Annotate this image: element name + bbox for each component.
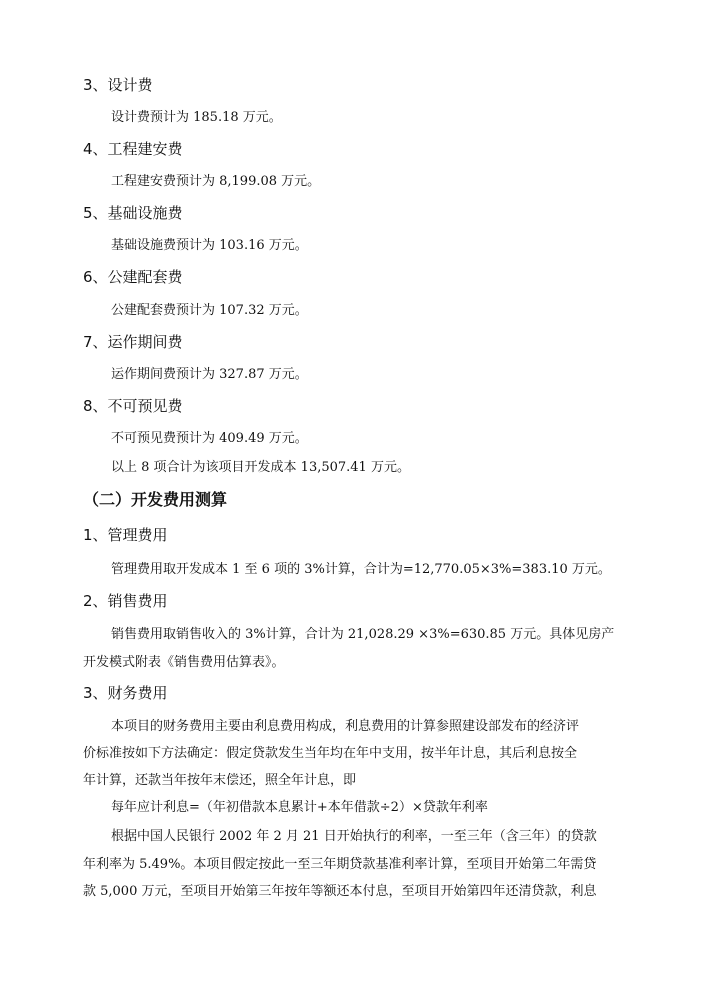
paragraph-design-fee: 设计费预计为 185.18 万元。 — [111, 110, 282, 125]
paragraph-financial-fee-line1: 本项目的财务费用主要由利息费用构成，利息费用的计算参照建设部发布的经济评 — [111, 719, 580, 734]
paragraph-interest-rate-line2: 年利率为 5.49%。本项目假定按此一至三年期贷款基准利率计算，至项目开始第二年需贷 — [83, 857, 597, 872]
heading-infrastructure-fee: 5、基础设施费 — [83, 204, 183, 222]
paragraph-public-facility-fee: 公建配套费预计为 107.32 万元。 — [111, 303, 308, 318]
heading-management-fee: 1、管理费用 — [83, 526, 168, 544]
paragraph-sales-fee-line1: 销售费用取销售收入的 3%计算，合计为 21,028.29 ×3%=630.85 万元。具体见房产 — [111, 627, 615, 642]
paragraph-construction-fee: 工程建安费预计为 8,199.08 万元。 — [111, 174, 321, 189]
heading-operation-fee: 7、运作期间费 — [83, 333, 183, 351]
heading-financial-fee: 3、财务费用 — [83, 684, 168, 702]
section-heading-development-expense: （二）开发费用测算 — [83, 490, 228, 509]
paragraph-contingency-fee: 不可预见费预计为 409.49 万元。 — [111, 431, 308, 446]
heading-contingency-fee: 8、不可预见费 — [83, 397, 183, 415]
heading-design-fee: 3、设计费 — [83, 76, 153, 94]
paragraph-interest-rate-line1: 根据中国人民银行 2002 年 2 月 21 日开始执行的利率，一至三年（含三年）的贷款 — [111, 829, 597, 844]
paragraph-total-cost: 以上 8 项合计为该项目开发成本 13,507.41 万元。 — [111, 460, 410, 475]
paragraph-financial-fee-line2: 价标准按如下方法确定：假定贷款发生当年均在年中支用，按半年计息，其后利息按全 — [83, 746, 578, 761]
heading-sales-fee: 2、销售费用 — [83, 592, 168, 610]
heading-public-facility-fee: 6、公建配套费 — [83, 268, 183, 286]
heading-construction-fee: 4、工程建安费 — [83, 140, 183, 158]
paragraph-financial-fee-line3: 年计算，还款当年按年末偿还，照全年计息，即 — [83, 773, 357, 788]
paragraph-management-fee: 管理费用取开发成本 1 至 6 项的 3%计算，合计为=12,770.05×3%=383.10 万元。 — [111, 562, 611, 577]
formula-annual-interest: 每年应计利息=（年初借款本息累计+本年借款÷2）×贷款年利率 — [111, 800, 488, 815]
paragraph-interest-rate-line3: 款 5,000 万元，至项目开始第三年按年等额还本付息，至项目开始第四年还清贷款，利息 — [83, 884, 597, 899]
paragraph-infrastructure-fee: 基础设施费预计为 103.16 万元。 — [111, 238, 308, 253]
paragraph-sales-fee-line2: 开发模式附表《销售费用估算表》。 — [83, 655, 285, 670]
paragraph-operation-fee: 运作期间费预计为 327.87 万元。 — [111, 367, 308, 382]
